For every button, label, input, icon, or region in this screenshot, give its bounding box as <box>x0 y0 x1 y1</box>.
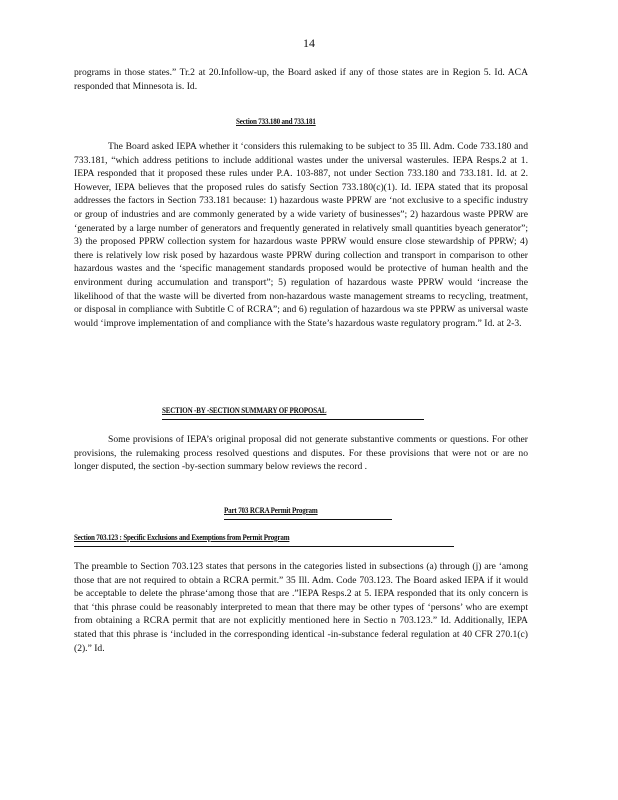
heading-part-703: Part 703 RCRA Permit Program <box>224 506 318 515</box>
summary-heading-underline <box>162 419 424 420</box>
section-703-123-heading-underline <box>74 546 454 547</box>
heading-section-703-123: Section 703.123 : Specific Exclusions and Exemptions from Permit Program <box>74 533 290 542</box>
section-733-paragraph: The Board asked IEPA whether it ‘considers this rulemaking to be subject to 35 Ill. Adm. Code 733.180 and 733.181, “which address petitions to include additional wastes under the universal wasterules. IEPA Resps.2 at 1. IEPA responded that it proposed these rules under P.A. 103-887, not under Section 733.180 and 733.181. Id. at 2. However, IEPA believes that the proposed rules do satisfy Section 733.180(c)(1). Id. IEPA stated that its proposal addresses the factors in Section 733.181 because: 1) hazardous waste PPRW are ‘not exclusive to a specific industry or group of industries and are commonly generated by a wide variety of businesses”; 2) hazardous waste PPRW are ‘generated by a large number of generators and frequently generated in relatively small quantities byeach generator”; 3) the proposed PPRW collection system for hazardous waste PPRW would ensure close stewardship of PPRW; 4) there is relatively low risk posed by hazardous waste PPRW during collection and transport in comparison to other hazardous wastes and the ‘specific management standards proposed would be protective of human health and the environment during accumulation and transport”; 5) regulation of hazardous waste PPRW would ‘increase the likelihood of that the waste will be diverted from non-hazardous waste management streams to recycling, treatment, or disposal in compliance with Subtitle C of RCRA”; and 6) regulation of hazardous wa ste PPRW as universal waste would ‘improve implementation of and compliance with the State’s hazardous waste regulatory program.” Id. at 2-3. <box>74 141 528 329</box>
intro-paragraph: programs in those states.” Tr.2 at 20.Infollow-up, the Board asked if any of those states are in Region 5. Id. ACA responded that Minnesota is. Id. <box>74 67 528 92</box>
section-703-123-paragraph: The preamble to Section 703.123 states that persons in the categories listed in subsections (a) through (j) are ‘among those that are not required to obtain a RCRA permit.” 35 Ill. Adm. Code 703.123. The Board asked IEPA if it would be acceptable to delete the phrase‘among those that are .”IEPA Resps.2 at 5. IEPA responded that its only concern is that ‘this phrase could be reasonably interpreted to mean that there may be other types of ‘persons’ who are exempt from obtaining a RCRA permit that are not explicitly mentioned here in Sectio n 703.123.” Id. Additionally, IEPA stated that this phrase is ‘included in the corresponding identical -in-substance federal regulation at 40 CFR 270.1(c)(2).” Id. <box>74 561 528 654</box>
heading-section-by-section-summary: SECTION -BY -SECTION SUMMARY OF PROPOSAL <box>162 406 327 415</box>
heading-section-733: Section 733.180 and 733.181 <box>236 117 316 126</box>
page-number: 14 <box>303 36 315 50</box>
part-703-heading-underline <box>224 519 392 520</box>
summary-paragraph: Some provisions of IEPA’s original proposal did not generate substantive comments or questions. For other provisions, the rulemaking process resolved questions and disputes. For these provisions that were not or are no longer disputed, the section -by-section summary below reviews the record . <box>74 434 528 473</box>
